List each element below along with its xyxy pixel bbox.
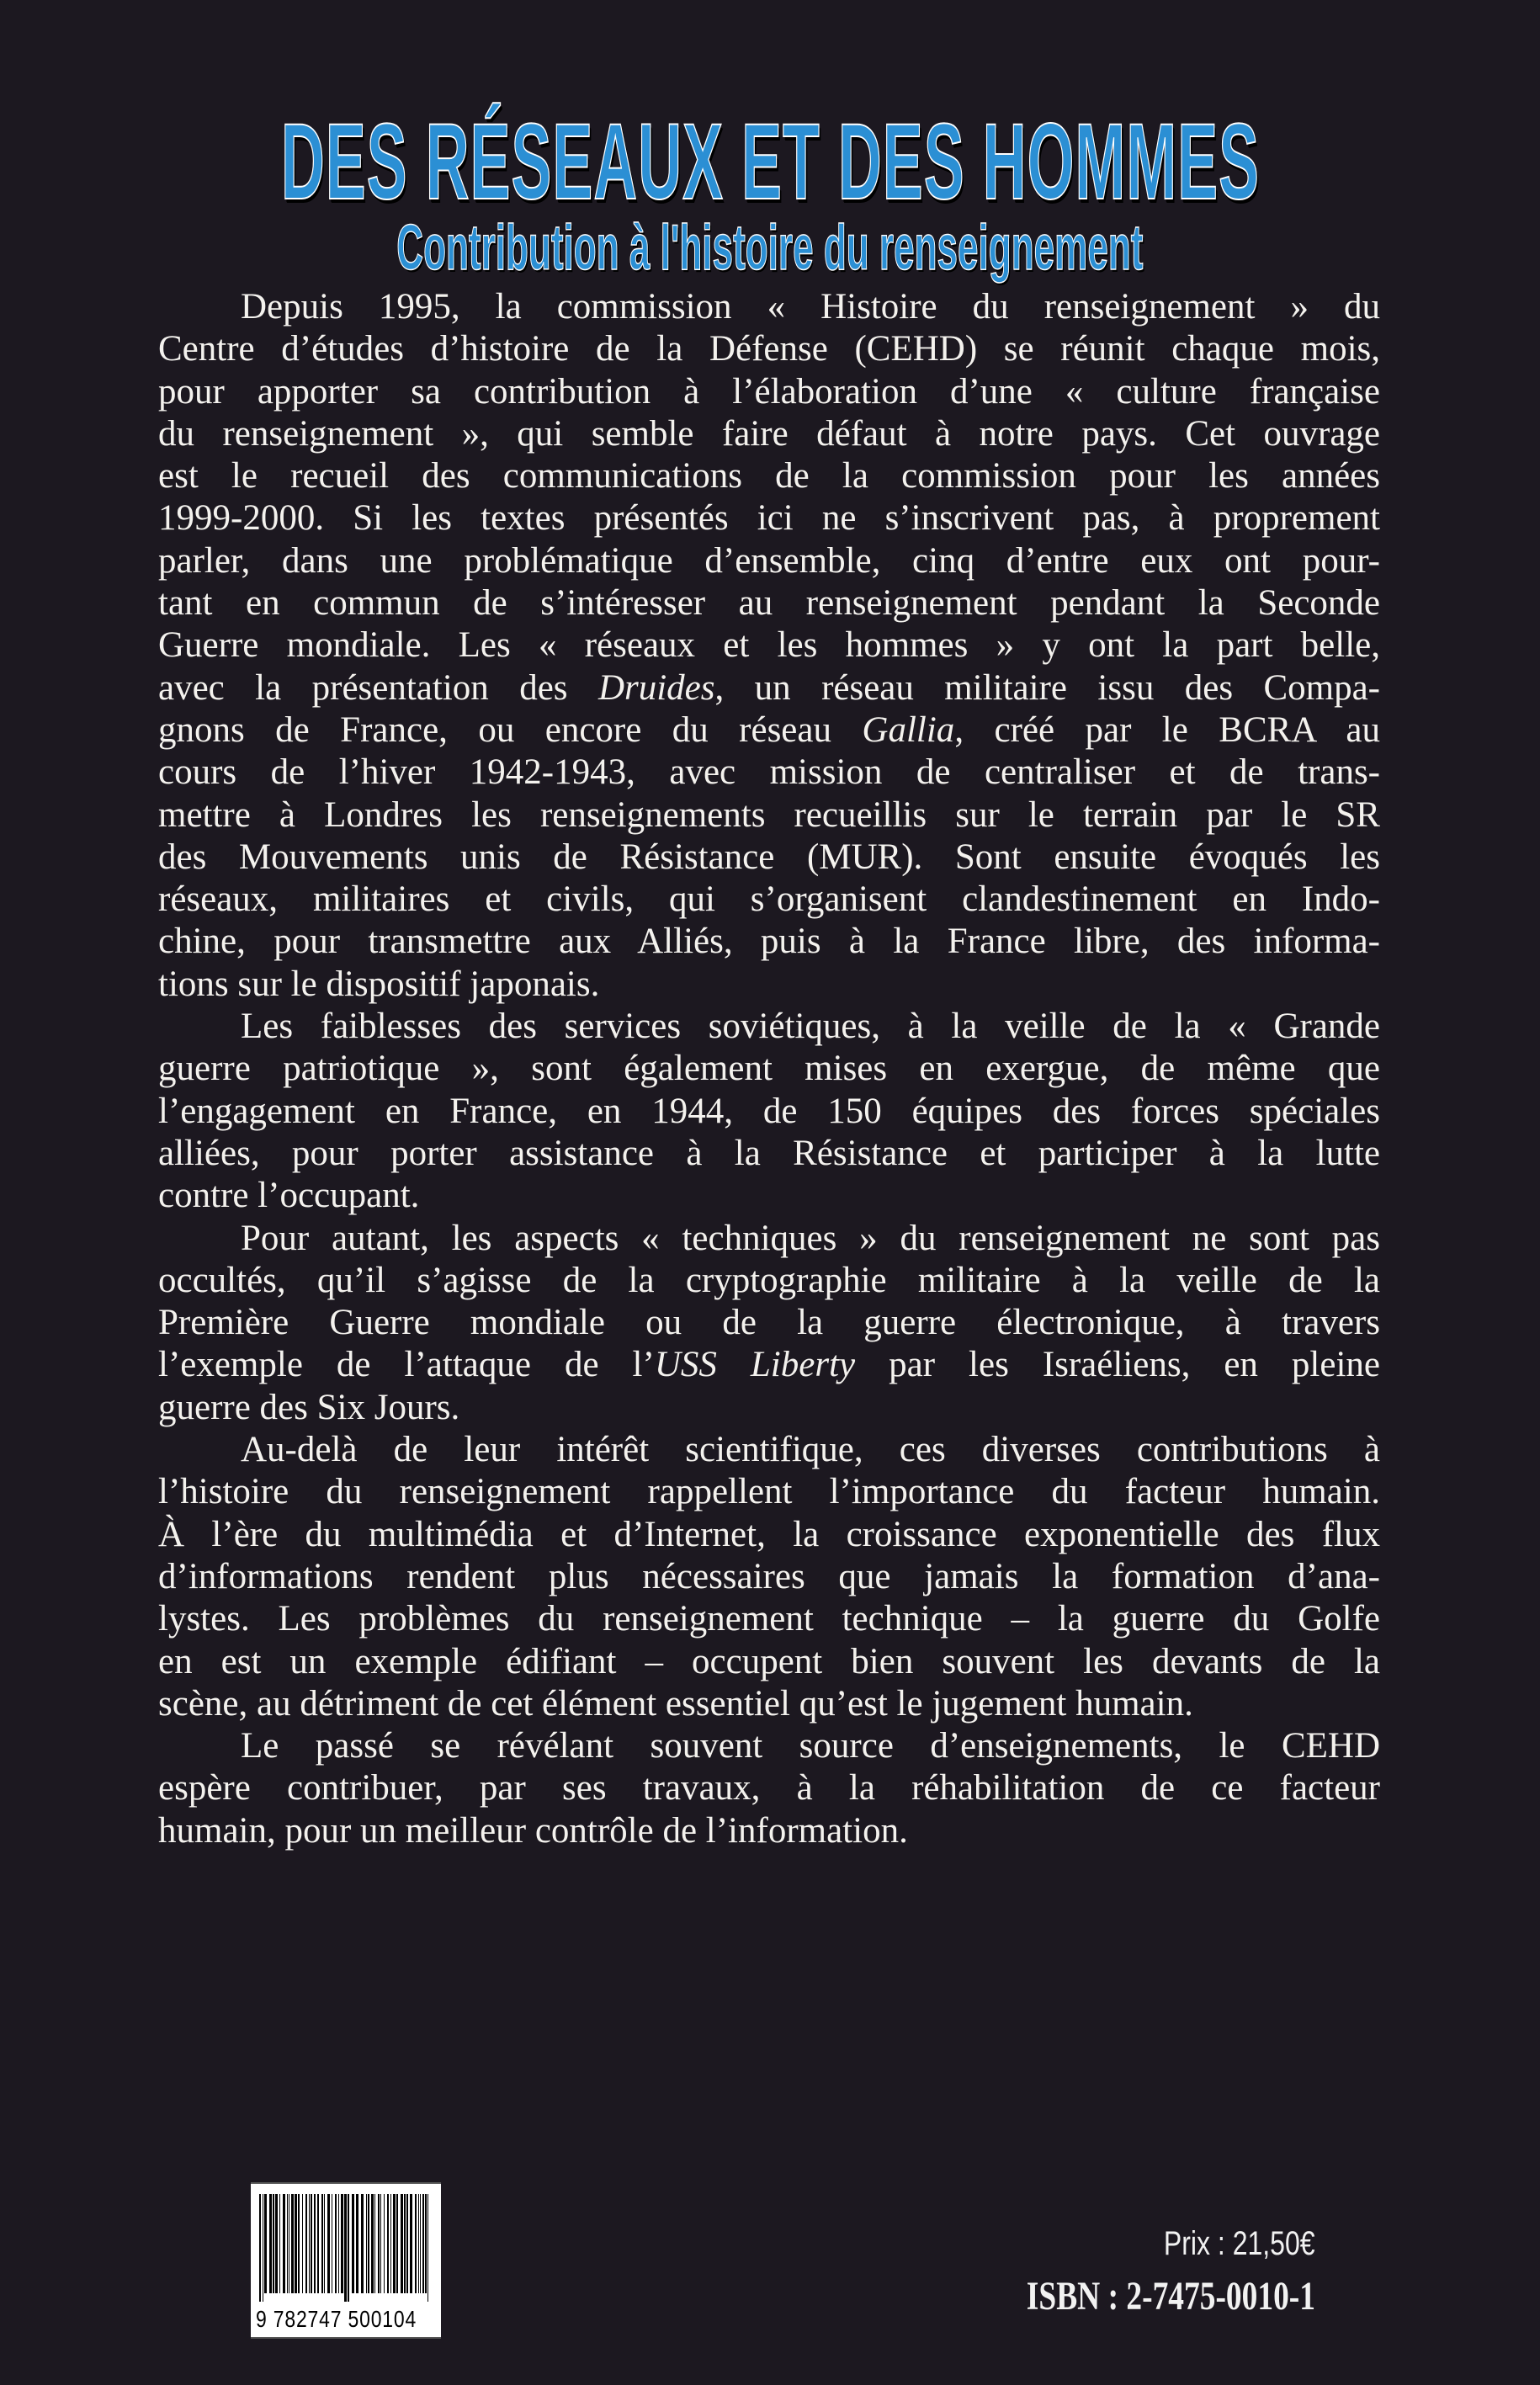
text-line <box>158 1725 1380 1767</box>
text-segment: Depuis 1995, la commission « Histoire du renseignement » du <box>241 287 1380 327</box>
barcode-bar <box>279 2194 280 2293</box>
text-line <box>158 837 1380 879</box>
barcode-bar <box>283 2194 285 2293</box>
barcode-bar <box>309 2194 310 2293</box>
text-line <box>158 1218 1380 1260</box>
barcode-bar <box>291 2194 294 2293</box>
barcode-bar <box>356 2194 358 2293</box>
book-subtitle <box>0 212 1540 284</box>
barcode-bar <box>327 2194 330 2293</box>
text-line <box>158 709 1380 752</box>
text-line <box>158 794 1380 837</box>
text-segment: humain, pour un meilleur contrôle de l’information. <box>158 1810 908 1851</box>
text-segment: mettre à Londres les renseignements recueillis sur le terrain par le SR <box>158 794 1380 835</box>
text-line <box>158 413 1380 455</box>
text-segment: occultés, qu’il s’agisse de la cryptographie militaire à la veille de la <box>158 1260 1380 1300</box>
barcode-bar <box>259 2194 261 2302</box>
text-line <box>158 1598 1380 1640</box>
text-segment: par les Israéliens, en pleine <box>855 1345 1380 1385</box>
text-line <box>158 1387 1380 1429</box>
barcode-digits: 9 782747 500104 <box>256 2306 417 2332</box>
barcode-bar <box>348 2194 349 2302</box>
text-segment: chine, pour transmettre aux Alliés, puis à la France libre, des informa- <box>158 922 1380 962</box>
text-segment: tant en commun de s’intéresser au renseignement pendant la Seconde <box>158 583 1380 624</box>
text-line <box>158 1133 1380 1175</box>
text-segment: , créé par le BCRA au <box>954 709 1380 750</box>
text-line <box>158 1048 1380 1090</box>
barcode-bar <box>378 2194 380 2293</box>
barcode-bar <box>390 2194 391 2293</box>
text-segment: du renseignement », qui semble faire défaut à notre pays. Cet ouvrage <box>158 413 1380 454</box>
text-line <box>158 752 1380 794</box>
text-line <box>158 540 1380 582</box>
text-segment: parler, dans une problématique d’ensemble, cinq d’entre eux ont pour- <box>158 540 1380 581</box>
text-line <box>158 286 1380 328</box>
text-segment: tions sur le dispositif japonais. <box>158 964 600 1004</box>
barcode-bar <box>387 2194 389 2293</box>
barcode-bar <box>368 2194 369 2293</box>
text-segment: gnons de France, ou encore du réseau <box>158 709 863 750</box>
barcode-bar <box>418 2194 419 2293</box>
text-line <box>158 1810 1380 1852</box>
text-segment: guerre patriotique », sont également mises en exergue, de même que <box>158 1049 1380 1089</box>
text-segment: Guerre mondiale. Les « réseaux et les hommes » y ont la part belle, <box>158 625 1380 666</box>
text-line <box>158 1344 1380 1386</box>
barcode-bar <box>338 2194 339 2293</box>
text-segment: est le recueil des communications de la commission pour les années <box>158 456 1380 497</box>
text-segment: Pour autant, les aspects « techniques » du renseignement ne sont pas <box>241 1218 1380 1258</box>
text-segment: l’engagement en France, en 1944, de 150 équipes des forces spéciales <box>158 1091 1380 1131</box>
barcode-bar <box>314 2194 316 2293</box>
text-segment: scène, au détriment de cet élément essentiel qu’est le jugement humain. <box>158 1683 1193 1724</box>
paragraph <box>158 1218 1380 1429</box>
italic-title: Druides <box>597 667 715 708</box>
text-line <box>158 455 1380 497</box>
barcode-bar <box>317 2194 319 2293</box>
text-segment: l’exemple de l’attaque de l’ <box>158 1345 655 1385</box>
barcode-bar <box>275 2194 278 2293</box>
text-line <box>158 624 1380 667</box>
text-line <box>158 1514 1380 1556</box>
barcode-bar <box>401 2194 403 2293</box>
text-line <box>158 921 1380 963</box>
text-segment: Le passé se révélant souvent source d’enseignements, le CEHD <box>241 1726 1380 1766</box>
book-title-text: DES RÉSEAUX ET DES HOMMES <box>280 102 1260 222</box>
barcode-bar <box>415 2194 417 2293</box>
text-line <box>158 879 1380 921</box>
barcode-bar <box>269 2194 272 2293</box>
barcode-bar <box>341 2194 343 2293</box>
book-title <box>0 102 1540 222</box>
barcode-bar <box>298 2194 300 2293</box>
text-line <box>158 1175 1380 1217</box>
italic-title: Gallia <box>862 709 955 750</box>
barcode-bar <box>406 2194 408 2293</box>
barcode-bar <box>384 2194 385 2293</box>
text-line <box>158 1641 1380 1683</box>
barcode-bar <box>366 2194 367 2293</box>
text-segment: Première Guerre mondiale ou de la guerre électronique, à travers <box>158 1303 1380 1343</box>
text-line <box>158 582 1380 624</box>
text-segment: Centre d’études d’histoire de la Défense (CEHD) se réunit chaque mois, <box>158 329 1380 369</box>
text-segment: lystes. Les problèmes du renseignement technique – la guerre du Golfe <box>158 1599 1380 1639</box>
text-segment: Les faiblesses des services soviétiques, à la veille de la « Grande <box>241 1007 1380 1047</box>
barcode-bar <box>374 2194 375 2293</box>
barcode-bar <box>425 2194 427 2293</box>
barcode-bar <box>295 2194 297 2293</box>
isbn-label: ISBN : 2-7475-0010-1 <box>1026 2274 1315 2319</box>
barcode <box>251 2182 441 2339</box>
text-segment: en est un exemple édifiant – occupent bien souvent les devants de la <box>158 1641 1380 1681</box>
text-line <box>158 964 1380 1006</box>
barcode-bar <box>324 2194 325 2293</box>
text-line <box>158 1767 1380 1809</box>
barcode-bar <box>404 2194 406 2293</box>
barcode-bar <box>352 2194 354 2293</box>
text-segment: pour apporter sa contribution à l’élaboration d’une « culture française <box>158 371 1380 412</box>
barcode-bar <box>264 2194 267 2293</box>
text-line <box>158 1683 1380 1725</box>
text-line <box>158 1091 1380 1133</box>
text-line <box>158 1260 1380 1302</box>
paragraph <box>158 1429 1380 1725</box>
text-line <box>158 328 1380 370</box>
barcode-bars <box>259 2194 433 2302</box>
paragraph <box>158 1006 1380 1217</box>
text-line <box>158 1556 1380 1598</box>
text-segment: avec la présentation des <box>158 667 598 708</box>
barcode-bar <box>410 2194 412 2293</box>
barcode-bar <box>273 2194 274 2293</box>
text-segment: espère contribuer, par ses travaux, à la réhabilitation de ce facteur <box>158 1768 1380 1809</box>
text-line <box>158 667 1380 709</box>
text-line <box>158 497 1380 539</box>
text-segment: des Mouvements unis de Résistance (MUR). Sont ensuite évoqués les <box>158 837 1380 877</box>
text-line <box>158 371 1380 413</box>
text-segment: contre l’occupant. <box>158 1176 420 1216</box>
barcode-bar <box>361 2194 364 2293</box>
text-line <box>158 1429 1380 1471</box>
text-segment: Au-delà de leur intérêt scientifique, ces diverses contributions à <box>241 1430 1380 1470</box>
barcode-bar <box>287 2194 288 2293</box>
barcode-bar <box>396 2194 398 2293</box>
text-segment: À l’ère du multimédia et d’Internet, la croissance exponentielle des flux <box>158 1514 1380 1554</box>
text-segment: d’informations rendent plus nécessaires que jamais la formation d’ana- <box>158 1556 1380 1596</box>
barcode-bar <box>311 2194 312 2293</box>
price-label: Prix : 21,50€ <box>1164 2225 1315 2262</box>
barcode-bar <box>335 2194 337 2293</box>
back-cover-blurb <box>158 286 1380 1852</box>
barcode-bar <box>380 2194 381 2293</box>
paragraph <box>158 1725 1380 1852</box>
text-line <box>158 1471 1380 1513</box>
text-line <box>158 1006 1380 1048</box>
barcode-bar <box>371 2194 374 2293</box>
text-segment: alliées, pour porter assistance à la Résistance et participer à la lutte <box>158 1133 1380 1173</box>
barcode-bar <box>393 2194 396 2293</box>
italic-title: USS Liberty <box>654 1345 856 1385</box>
text-segment: 1999-2000. Si les textes présentés ici ne s’inscrivent pas, à proprement <box>158 498 1380 539</box>
barcode-bar <box>302 2194 303 2293</box>
text-segment: guerre des Six Jours. <box>158 1387 460 1427</box>
text-line <box>158 1302 1380 1344</box>
text-segment: l’histoire du renseignement rappellent l’importance du facteur humain. <box>158 1472 1380 1512</box>
barcode-bar <box>420 2194 421 2293</box>
book-subtitle-text: Contribution à l'histoire du renseignement <box>396 212 1144 284</box>
paragraph <box>158 286 1380 1006</box>
barcode-bar <box>305 2194 307 2293</box>
barcode-bar <box>422 2194 424 2293</box>
barcode-bar <box>427 2194 428 2302</box>
text-segment: cours de l’hiver 1942-1943, avec mission de centraliser et de trans- <box>158 752 1380 793</box>
text-segment: , un réseau militaire issu des Compa- <box>714 667 1380 708</box>
text-segment: réseaux, militaires et civils, qui s’organisent clandestinement en Indo- <box>158 879 1380 920</box>
barcode-bar <box>321 2194 323 2293</box>
barcode-bar <box>344 2194 347 2302</box>
